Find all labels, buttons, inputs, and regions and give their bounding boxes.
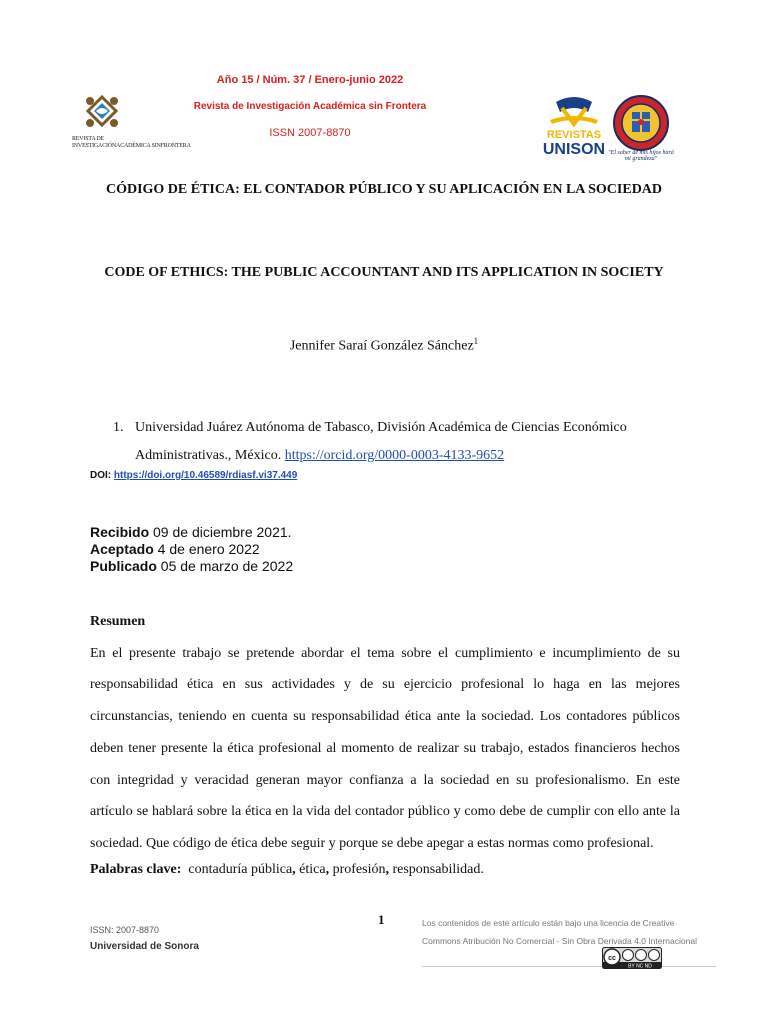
creative-commons-icon[interactable] (602, 947, 662, 969)
author-line (0, 336, 768, 355)
publication-dates (90, 524, 293, 575)
title-spanish: CÓDIGO DE ÉTICA: EL CONTADOR PÚBLICO Y SU APLICACIÓN EN LA SOCIEDAD (105, 182, 663, 197)
journal-logo-icon (72, 93, 132, 137)
keyword-item: profesión (332, 862, 386, 877)
published-date: Publicado 05 de marzo de 2022 (90, 558, 294, 574)
revistas-unison-logo-icon (538, 94, 610, 160)
doi-label: DOI: (90, 470, 114, 481)
affiliation-number: 1. (113, 420, 124, 435)
received-date: Recibido 09 de diciembre 2021. (90, 524, 292, 540)
abstract (90, 606, 680, 860)
affiliation (113, 414, 693, 470)
university-seal-icon (612, 94, 670, 152)
journal-name: Revista de Investigación Académica sin Frontera (193, 101, 427, 112)
footer-issn: ISSN: 2007-8870 (90, 925, 160, 935)
author-footnote-mark: 1 (473, 336, 479, 346)
journal-issue: Año 15 / Núm. 37 / Enero-junio 2022 (216, 74, 404, 86)
keyword-item: contaduría pública (188, 862, 293, 877)
keyword-item: ética (299, 862, 326, 877)
author-name: Jennifer Saraí González Sánchez (289, 338, 474, 354)
svg-text:BY NC ND: BY NC ND (628, 963, 652, 969)
page-number: 1 (378, 912, 385, 927)
orcid-link[interactable]: https://orcid.org/0000-0003-4133-9652 (284, 448, 505, 463)
journal-logo-caption: REVISTA DE INVESTIGACIÓNACADÉMICA SINFRONTERA (72, 136, 191, 149)
abstract-body: En el presente trabajo se pretende abordar el tema sobre el cumplimiento e incumplimiento de su responsabilidad ética en sus actividades y de su ejercicio profesional lo haga en las mejores circunstancias, teniendo en cuenta su responsabilidad ética ante la sociedad. Los contadores públicos deben tener presente la ética profesional al momento de realizar su trabajo, estados financieros hechos con integridad y veracidad generan mayor confianza a la sociedad en su profesionalismo. En este artículo se hablará sobre la ética en la vida del contador público y como debe de cumplir con ello ante la sociedad. Que código de ética debe seguir y porque se debe apegar a estas normas como profesional. (90, 645, 680, 851)
seal-motto: "El saber de mis hijos hará mi grandeza" (608, 150, 674, 162)
journal-issn: ISSN 2007-8870 (269, 127, 351, 139)
keyword-item: responsabilidad. (392, 862, 484, 877)
footer-university: Universidad de Sonora (90, 941, 199, 952)
keywords: Palabras clave: contaduría pública, ética, profesión, responsabilidad. (90, 862, 484, 877)
keywords-label: Palabras clave: (90, 862, 182, 877)
license-notice: Los contenidos de este artículo están bajo una licencia de Creative Commons Atribución No Comercial - Sin Obra Derivada 4.0 Internacional (422, 918, 697, 946)
doi-link[interactable]: https://doi.org/10.46589/rdiasf.vi37.449 (113, 470, 298, 481)
svg-text:UNISON: UNISON (542, 141, 606, 158)
accepted-date: Aceptado 4 de enero 2022 (90, 541, 260, 557)
affiliation-text: Universidad Juárez Autónoma de Tabasco, División Académica de Ciencias Económico Administrativas., México. (135, 420, 627, 463)
svg-text:REVISTAS: REVISTAS (546, 129, 602, 141)
abstract-heading: Resumen (90, 614, 146, 629)
title-english: CODE OF ETHICS: THE PUBLIC ACCOUNTANT AND ITS APPLICATION IN SOCIETY (104, 265, 664, 280)
footer-divider (422, 966, 716, 967)
doi-line (90, 470, 297, 481)
svg-text:cc: cc (608, 955, 616, 962)
